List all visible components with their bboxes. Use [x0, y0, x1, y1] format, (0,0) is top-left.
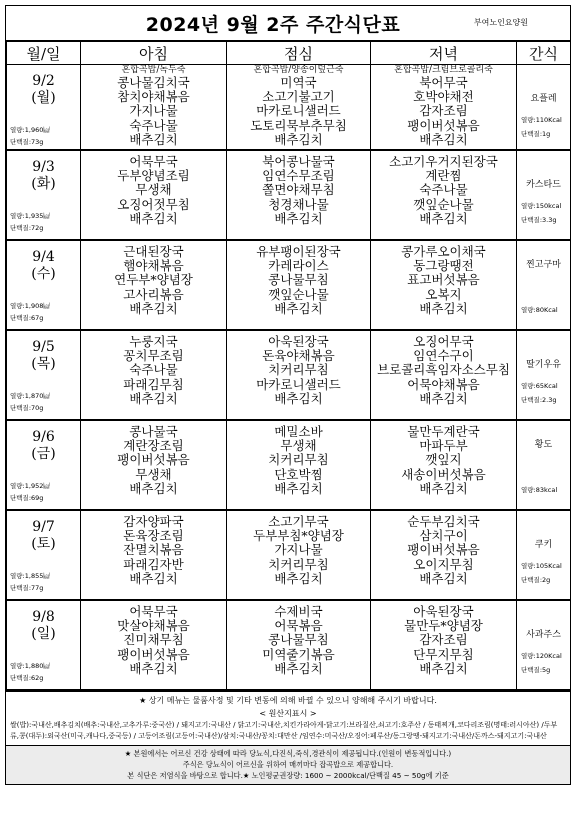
menu-item: 마카로니샐러드	[256, 103, 341, 119]
menu-item: 아욱된장국	[413, 604, 474, 619]
snack-protein-value: 5g	[542, 666, 551, 674]
dinner-cell	[371, 240, 517, 330]
menu-item: 배추김치	[274, 390, 323, 406]
menu-item: 맛살야채볶음	[117, 618, 190, 634]
menu-item: 콩나물무침	[268, 272, 329, 288]
menu-item: 물만두계란국	[407, 424, 480, 439]
snack-protein-prefix: 단백질:	[521, 216, 543, 224]
snack-cell	[517, 65, 571, 151]
energy-value: 1,870㎉	[24, 392, 50, 400]
menu-item: 임연수구이	[413, 348, 474, 364]
breakfast-cell	[81, 150, 227, 240]
date-cell	[7, 330, 81, 420]
weekday-label: (금)	[31, 446, 56, 462]
menu-item: 배추김치	[274, 570, 323, 586]
snack-energy-value: 80Kcal	[535, 306, 558, 314]
footer-box	[6, 745, 570, 784]
energy-stat	[10, 481, 50, 490]
snack-energy	[521, 651, 562, 660]
dinner-staple: 혼합곡밥/크림브로콜리죽	[394, 65, 493, 75]
protein-prefix: 단백질:	[10, 404, 32, 412]
menu-item: 새송이버섯볶음	[401, 466, 486, 482]
col-header-lunch: 점심	[227, 42, 371, 65]
menu-item: 어묵무국	[129, 154, 178, 169]
menu-item: 배추김치	[419, 390, 468, 406]
menu-item: 잔멸치볶음	[123, 542, 184, 558]
energy-value: 1,880㎉	[24, 662, 50, 670]
menu-item: 누룽지국	[129, 334, 178, 349]
menu-item: 호박야채전	[413, 89, 474, 105]
menu-item: 오복지	[425, 286, 462, 302]
menu-item: 소고기무국	[268, 514, 329, 529]
protein-value: 77g	[31, 584, 44, 592]
energy-prefix: 열량:	[10, 482, 25, 490]
menu-item: 팽이버섯볶음	[407, 542, 480, 558]
breakfast-cell	[81, 510, 227, 600]
protein-value: 62g	[31, 674, 44, 682]
energy-stat	[10, 211, 50, 220]
snack-energy-value: 83kcal	[535, 486, 558, 494]
snack-energy	[521, 305, 558, 314]
menu-item: 팽이버섯볶음	[117, 452, 190, 468]
snack-protein	[521, 215, 557, 224]
snack-energy-value: 150kcal	[535, 202, 562, 210]
menu-item: 배추김치	[129, 210, 178, 226]
menu-item: 배추김치	[419, 131, 468, 147]
dinner-cell	[371, 65, 517, 151]
protein-value: 67g	[31, 314, 44, 322]
header-row	[7, 42, 571, 65]
change-notice: ★ 상기 메뉴는 물품사정 및 기타 변동에 의해 바뀔 수 있으니 양해해 주시기 바랍니다.	[6, 691, 570, 707]
snack-protein-value: 3.3g	[542, 216, 557, 224]
breakfast-cell	[81, 240, 227, 330]
col-header-dinner: 저녁	[371, 42, 517, 65]
snack-cell	[517, 600, 571, 690]
menu-item: 두부부침*양념장	[253, 528, 344, 544]
menu-item: 아욱된장국	[268, 334, 329, 349]
snack-protein-value: 1g	[542, 130, 551, 138]
energy-prefix: 열량:	[10, 572, 25, 580]
lunch-cell	[227, 330, 371, 420]
protein-stat	[10, 493, 43, 502]
date-label: 9/8	[32, 609, 55, 625]
lunch-cell	[227, 420, 371, 510]
energy-prefix: 열량:	[10, 392, 25, 400]
snack-cell	[517, 150, 571, 240]
weekday-label: (수)	[31, 266, 56, 282]
menu-item: 배추김치	[129, 300, 178, 316]
protein-prefix: 단백질:	[10, 584, 32, 592]
menu-item: 마파두부	[419, 438, 468, 454]
date-cell	[7, 240, 81, 330]
lunch-cell	[227, 65, 371, 151]
menu-item: 숙주나물	[129, 117, 178, 133]
menu-item: 배추김치	[419, 480, 468, 496]
menu-item: 임연수무조림	[262, 168, 335, 184]
energy-stat	[10, 391, 50, 400]
menu-item: 계란찜	[425, 168, 462, 184]
menu-item: 배추김치	[129, 480, 178, 496]
dinner-cell	[371, 600, 517, 690]
snack-name: 쿠키	[534, 540, 553, 550]
protein-stat	[10, 583, 43, 592]
snack-protein-prefix: 단백질:	[521, 130, 543, 138]
energy-stat	[10, 301, 50, 310]
lunch-cell	[227, 150, 371, 240]
menu-item: 연두부*양념장	[114, 272, 193, 288]
menu-item: 미역줄기볶음	[262, 646, 335, 662]
snack-protein-value: 2g	[542, 576, 551, 584]
breakfast-cell	[81, 420, 227, 510]
snack-energy-prefix: 열량:	[521, 116, 536, 124]
date-cell	[7, 510, 81, 600]
menu-item: 메밀소바	[274, 424, 323, 439]
protein-stat	[10, 313, 43, 322]
menu-item: 쫄면야채무침	[262, 182, 335, 198]
energy-stat	[10, 125, 50, 134]
menu-item: 단무지무침	[413, 646, 474, 662]
protein-prefix: 단백질:	[10, 138, 32, 146]
protein-value: 73g	[31, 138, 44, 146]
dinner-cell	[371, 420, 517, 510]
date-cell	[7, 150, 81, 240]
menu-item: 배추김치	[274, 660, 323, 676]
menu-item: 파래김무침	[123, 376, 184, 392]
date-label: 9/6	[32, 429, 55, 445]
organization-name: 부여노인요양원	[473, 18, 528, 27]
menu-item: 단호박찜	[274, 466, 323, 482]
menu-item: 카레라이스	[268, 258, 329, 274]
protein-stat	[10, 223, 43, 232]
menu-item: 깻잎순나물	[268, 286, 329, 302]
weekday-label: (화)	[31, 176, 56, 192]
menu-item: 콩나물국	[129, 424, 178, 439]
title-bar	[6, 6, 570, 42]
lunch-cell	[227, 240, 371, 330]
menu-item: 미역국	[280, 75, 317, 90]
menu-item: 소고기불고기	[262, 89, 335, 105]
footer-line-3: 본 식단은 저염식을 바탕으로 합니다.★ 노인평균권장량: 1600 ~ 2000kcal/단백질 45 ~ 50g에 기준	[127, 771, 449, 780]
menu-item: 마카로니샐러드	[256, 376, 341, 392]
origin-text: 쌀(밥):국내산,배추김치(배추:국내산,고추가루:중국산) / 돼지고기:국내산 / 닭고기:국내산,치킨가라아게-닭고기:브라질산,쇠고기:호주산 / 동태찌개,코다리조림(명태:러시아산) /두부류,콩(대두):외국산(미국,캐나다,중국등) / 고등어조림(고등어:국내산)/삼치:국내산/꽁치:대만산 /임연수:미국산/오징어:페루산/동그랑땡-돼지고기:국내산/돈까스-돼지고기:국내산	[10, 721, 558, 740]
menu-item: 햄야채볶음	[123, 258, 184, 274]
menu-item: 북어무국	[419, 75, 468, 90]
snack-energy-prefix: 열량:	[521, 652, 536, 660]
snack-energy-value: 110Kcal	[535, 116, 562, 124]
snack-name: 요플레	[530, 94, 557, 104]
menu-item: 치커리무침	[268, 556, 329, 572]
dinner-cell	[371, 510, 517, 600]
menu-item: 어묵야채볶음	[407, 376, 480, 392]
lunch-staple: 혼합곡밥/양송이덮근죽	[253, 65, 344, 75]
snack-cell	[517, 510, 571, 600]
protein-prefix: 단백질:	[10, 674, 32, 682]
snack-energy-prefix: 열량:	[521, 382, 536, 390]
menu-item: 어묵무국	[129, 604, 178, 619]
menu-item: 어묵볶음	[274, 618, 323, 634]
menu-item: 근대된장국	[123, 244, 184, 259]
weekday-label: (월)	[31, 90, 56, 106]
weekday-label: (일)	[31, 626, 56, 642]
menu-item: 표고버섯볶음	[407, 272, 480, 288]
lunch-cell	[227, 600, 371, 690]
lunch-cell	[227, 510, 371, 600]
col-header-breakfast: 아침	[81, 42, 227, 65]
menu-item: 배추김치	[129, 570, 178, 586]
menu-item: 콩나물김치국	[117, 75, 190, 90]
col-header-snack: 간식	[517, 42, 571, 65]
day-row	[7, 330, 571, 420]
breakfast-cell	[81, 65, 227, 151]
snack-name: 사과주스	[526, 630, 561, 640]
snack-name: 황도	[534, 440, 553, 450]
menu-item: 파래김자반	[123, 556, 184, 572]
weekday-label: (토)	[31, 536, 56, 552]
menu-item: 꽁치무조림	[123, 348, 184, 364]
date-cell	[7, 600, 81, 690]
menu-item: 오이지무침	[413, 556, 474, 572]
footer-line-2: 주식은 당뇨식이 어르신을 위하여 매끼마다 잡곡밥으로 제공합니다.	[182, 760, 394, 769]
snack-name: 찐고구마	[526, 260, 561, 270]
snack-energy-prefix: 열량:	[521, 306, 536, 314]
menu-item: 돈육장조림	[123, 528, 184, 544]
menu-item: 감자양파국	[123, 514, 184, 529]
menu-item: 고사리볶음	[123, 286, 184, 302]
energy-value: 1,935㎉	[24, 212, 50, 220]
energy-value: 1,855㎉	[24, 572, 50, 580]
date-label: 9/3	[32, 159, 55, 175]
menu-item: 배추김치	[274, 480, 323, 496]
breakfast-cell	[81, 600, 227, 690]
breakfast-cell	[81, 330, 227, 420]
menu-item: 배추김치	[129, 660, 178, 676]
snack-name: 카스타드	[526, 180, 561, 190]
menu-item: 배추김치	[419, 210, 468, 226]
menu-item: 깻잎지	[425, 452, 462, 468]
menu-item: 숙주나물	[129, 362, 178, 378]
snack-energy-prefix: 열량:	[521, 486, 536, 494]
snack-protein-value: 2.3g	[542, 396, 557, 404]
snack-protein	[521, 575, 550, 584]
snack-cell	[517, 240, 571, 330]
menu-item: 팽이버섯볶음	[117, 646, 190, 662]
snack-protein-prefix: 단백질:	[521, 666, 543, 674]
col-header-date: 월/일	[7, 42, 81, 65]
day-row	[7, 510, 571, 600]
menu-item: 유부팽이된장국	[256, 244, 341, 259]
menu-item: 배추김치	[419, 660, 468, 676]
protein-prefix: 단백질:	[10, 494, 32, 502]
menu-item: 무생채	[135, 182, 172, 198]
date-label: 9/4	[32, 249, 55, 265]
snack-energy	[521, 201, 561, 210]
footer-line-1: ★ 본원에서는 어르신 건강 상태에 따라 당뇨식,다진식,죽식,경관식이 제공됩니다.(인원이 변동적입니다.)	[124, 749, 452, 758]
energy-prefix: 열량:	[10, 212, 25, 220]
date-label: 9/2	[32, 73, 55, 89]
snack-protein-prefix: 단백질:	[521, 576, 543, 584]
snack-energy	[521, 115, 562, 124]
menu-item: 감자조림	[419, 103, 468, 119]
energy-prefix: 열량:	[10, 662, 25, 670]
menu-item: 참치야채볶음	[117, 89, 190, 105]
weekday-label: (목)	[31, 356, 56, 372]
menu-item: 무생채	[280, 438, 317, 454]
menu-item: 배추김치	[274, 210, 323, 226]
dinner-cell	[371, 330, 517, 420]
protein-stat	[10, 137, 43, 146]
snack-protein	[521, 129, 550, 138]
menu-item: 순두부김치국	[407, 514, 480, 529]
snack-cell	[517, 330, 571, 420]
protein-prefix: 단백질:	[10, 224, 32, 232]
menu-sheet	[5, 5, 571, 785]
energy-value: 1,960㎉	[24, 126, 50, 134]
energy-prefix: 열량:	[10, 302, 25, 310]
menu-item: 팽이버섯볶음	[407, 117, 480, 133]
protein-stat	[10, 403, 43, 412]
menu-item: 진미채무침	[123, 632, 184, 648]
snack-energy	[521, 485, 557, 494]
menu-item: 배추김치	[129, 390, 178, 406]
snack-protein	[521, 665, 550, 674]
date-cell	[7, 420, 81, 510]
energy-value: 1,908㎉	[24, 302, 50, 310]
menu-item: 계란장조림	[123, 438, 184, 454]
snack-energy-prefix: 열량:	[521, 202, 536, 210]
snack-energy-prefix: 열량:	[521, 562, 536, 570]
menu-item: 가지나물	[129, 103, 178, 119]
page-title: 2024년 9월 2주 주간식단표	[145, 14, 401, 36]
date-label: 9/5	[32, 339, 55, 355]
breakfast-staple: 혼합곡밥/녹두죽	[121, 65, 186, 75]
menu-item: 감자조림	[419, 632, 468, 648]
menu-item: 물만두*양념장	[404, 618, 483, 634]
menu-item: 수제비국	[274, 604, 323, 619]
energy-stat	[10, 661, 50, 670]
menu-item: 청경채나물	[268, 196, 329, 212]
menu-item: 오징어무국	[413, 334, 474, 349]
energy-value: 1,952㎉	[24, 482, 50, 490]
protein-stat	[10, 673, 43, 682]
menu-item: 콩나물무침	[268, 632, 329, 648]
menu-item: 소고기우거지된장국	[389, 154, 498, 169]
menu-item: 배추김치	[274, 300, 323, 316]
protein-value: 72g	[31, 224, 44, 232]
protein-value: 70g	[31, 404, 44, 412]
menu-item: 콩가루오이채국	[401, 244, 486, 259]
menu-item: 북어콩나물국	[262, 154, 335, 169]
day-row	[7, 65, 571, 151]
energy-stat	[10, 571, 50, 580]
menu-item: 배추김치	[419, 300, 468, 316]
date-label: 9/7	[32, 519, 55, 535]
snack-energy	[521, 381, 558, 390]
snack-energy-value: 120Kcal	[535, 652, 562, 660]
menu-item: 숙주나물	[419, 182, 468, 198]
origin-title: < 원산지표시 >	[259, 709, 317, 718]
protein-value: 69g	[31, 494, 44, 502]
menu-item: 가지나물	[274, 542, 323, 558]
menu-item: 도토리묵부추무침	[250, 117, 347, 133]
snack-protein	[521, 395, 557, 404]
weekly-menu-table	[6, 42, 571, 691]
menu-item: 배추김치	[419, 570, 468, 586]
menu-item: 배추김치	[129, 131, 178, 147]
menu-item: 삼치구이	[419, 528, 468, 544]
menu-item: 배추김치	[274, 131, 323, 147]
menu-item: 치커리무침	[268, 452, 329, 468]
day-row	[7, 240, 571, 330]
menu-item: 돈육야채볶음	[262, 348, 335, 364]
menu-item: 무생채	[135, 466, 172, 482]
menu-item: 오징어젓무침	[117, 196, 190, 212]
date-cell	[7, 65, 81, 151]
day-row	[7, 420, 571, 510]
snack-energy-value: 105Kcal	[535, 562, 562, 570]
protein-prefix: 단백질:	[10, 314, 32, 322]
menu-item: 동그랑땡전	[413, 258, 474, 274]
snack-cell	[517, 420, 571, 510]
notes-section	[6, 691, 570, 784]
energy-prefix: 열량:	[10, 126, 25, 134]
snack-energy	[521, 561, 562, 570]
day-row	[7, 150, 571, 240]
snack-energy-value: 65Kcal	[535, 382, 558, 390]
dinner-cell	[371, 150, 517, 240]
menu-item: 두부양념조림	[117, 168, 190, 184]
menu-item: 치커리무침	[268, 362, 329, 378]
menu-item: 깻잎순나물	[413, 196, 474, 212]
snack-name: 딸기우유	[526, 360, 561, 370]
menu-item: 브로콜리흑임자소스무침	[377, 362, 510, 378]
snack-protein-prefix: 단백질:	[521, 396, 543, 404]
day-row	[7, 600, 571, 690]
